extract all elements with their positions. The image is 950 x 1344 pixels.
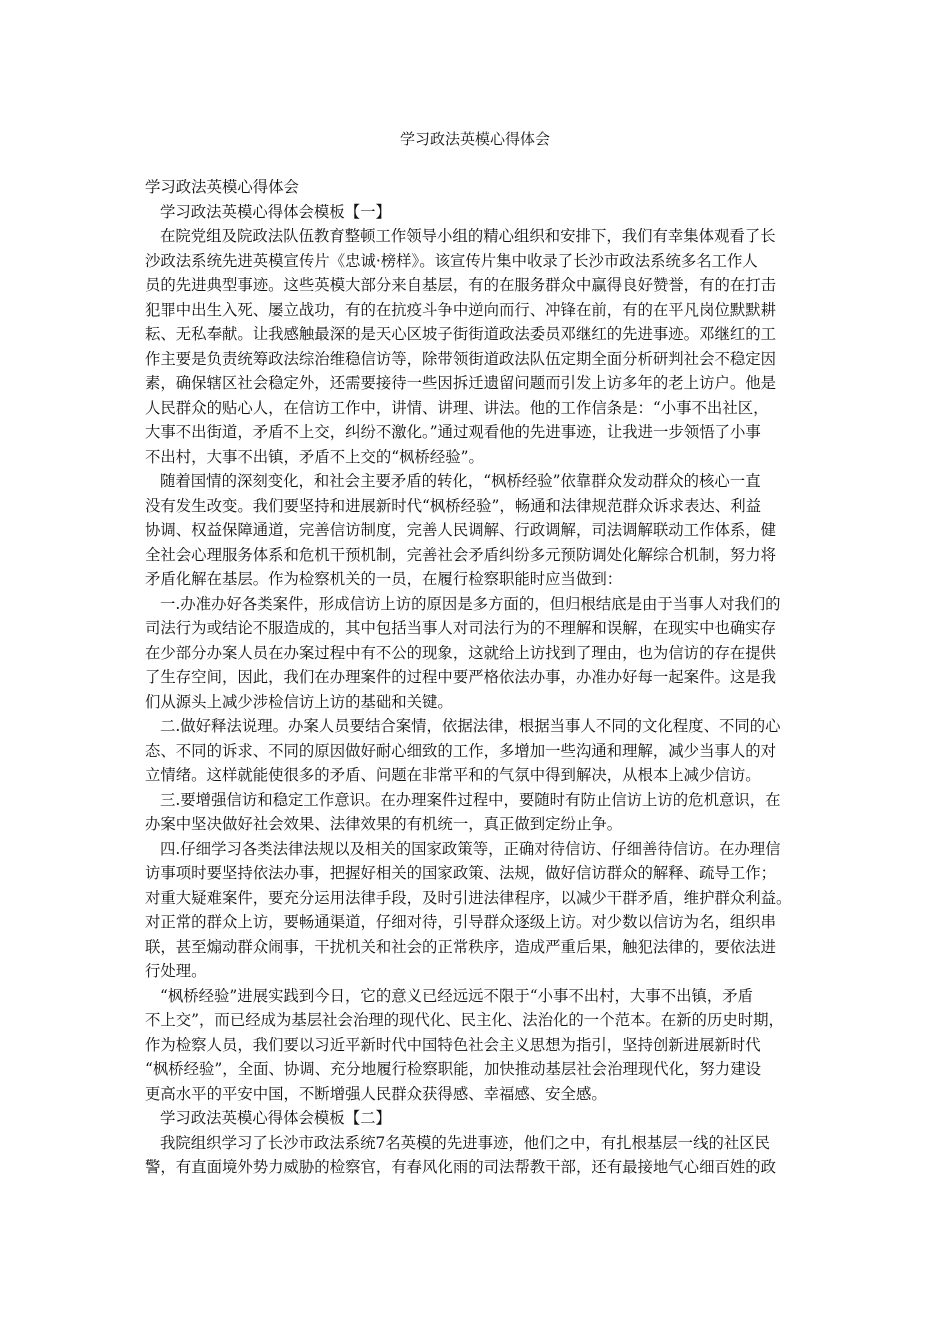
text-line: 不上交”，而已经成为基层社会治理的现代化、民主化、法治化的一个范本。在新的历史时期，: [145, 1011, 784, 1029]
text-line: 协调、权益保障通道，完善信访制度，完善人民调解、行政调解，司法调解联动工作体系，健: [145, 521, 777, 539]
text-line: 三.要增强信访和稳定工作意识。在办理案件过程中，要随时有防止信访上访的危机意识，在: [160, 790, 781, 809]
text-line: 作主要是负责统筹政法综治维稳信访等，除带领街道政法队伍定期全面分析研判社会不稳定因: [145, 349, 777, 368]
text-line: 们从源头上减少涉检信访上访的基础和关键。: [145, 692, 453, 711]
text-line: “枫桥经验”进展实践到今日，它的意义已经远远不限于“小事不出村，大事不出镇，矛盾: [160, 986, 754, 1005]
text-line: 对重大疑难案件，要充分运用法律手段，及时引进法律程序，以减少干群矛盾，维护群众利益。: [145, 888, 792, 907]
text-line: 犯罪中出生入死、屡立战功，有的在抗疫斗争中逆向而行、冲锋在前，有的在平凡岗位默默耕: [145, 300, 777, 319]
text-line: 矛盾化解在基层。作为检察机关的一员，在履行检察职能时应当做到：: [145, 570, 623, 588]
text-line: 立情绪。这样就能使很多的矛盾、问题在非常平和的气氛中得到解决，从根本上减少信访。: [145, 766, 761, 784]
document-body: [145, 175, 805, 1180]
text-line: 学习政法英模心得体会模板【二】: [160, 1109, 391, 1127]
text-line: 全社会心理服务体系和危机干预机制，完善社会矛盾纠纷多元预防调处化解综合机制，努力将: [145, 545, 777, 564]
text-line: 沙政法系统先进英模宣传片《忠诚·榜样》。该宣传片集中收录了长沙市政法系统多名工作人: [145, 251, 758, 270]
text-line: 没有发生改变。我们要坚持和进展新时代“枫桥经验”，畅通和法律规范群众诉求表达、利益: [145, 496, 761, 515]
text-line: 司法行为或结论不服造成的，其中包括当事人对司法行为的不理解和误解，在现实中也确实存: [145, 619, 777, 637]
text-line: 耘、无私奉献。让我感触最深的是天心区坡子街街道政法委员邓继红的先进事迹。邓继红的工: [145, 325, 777, 343]
text-line: 素，确保辖区社会稳定外，还需要接待一些因拆迁遗留问题而引发上访多年的老上访户。他是: [145, 374, 777, 392]
text-line: 在少部分办案人员在办案过程中有不公的现象，这就给上访找到了理由，也为信访的存在提供: [145, 643, 777, 662]
text-line: 二.做好释法说理。办案人员要结合案情，依据法律，根据当事人不同的文化程度、不同的心: [160, 717, 781, 735]
text-line: 学习政法英模心得体会: [145, 178, 299, 196]
text-line: 一.办准办好各类案件，形成信访上访的原因是多方面的，但归根结底是由于当事人对我们的: [160, 594, 781, 613]
text-line: 态、不同的诉求、不同的原因做好耐心细致的工作，多增加一些沟通和理解，减少当事人的对: [145, 741, 777, 760]
text-line: 办案中坚决做好社会效果、法律效果的有机统一，真正做到定纷止争。: [145, 815, 623, 833]
text-line: 随着国情的深刻变化，和社会主要矛盾的转化，“枫桥经验”依靠群众发动群众的核心一直: [160, 472, 761, 490]
text-line: “枫桥经验”，全面、协调、充分地履行检察职能，加快推动基层社会治理现代化，努力建设: [145, 1060, 761, 1078]
text-line: 访事项时要坚持依法办事，把握好相关的国家政策、法规，做好信访群众的解释、疏导工作；: [145, 864, 777, 882]
text-line: 了生存空间，因此，我们在办理案件的过程中要严格依法办事，办准办好每一起案件。这是我: [145, 668, 777, 686]
text-line: 员的先进典型事迹。这些英模大部分来自基层，有的在服务群众中赢得良好赞誉，有的在打击: [145, 276, 777, 294]
text-line: 联，甚至煽动群众闹事，干扰机关和社会的正常秩序，造成严重后果，触犯法律的，要依法进: [145, 937, 777, 956]
text-line: 大事不出街道，矛盾不上交，纠纷不激化。”通过观看他的先进事迹，让我进一步领悟了小事: [145, 423, 761, 441]
text-line: 行处理。: [145, 962, 207, 980]
text-line: 学习政法英模心得体会模板【一】: [160, 202, 391, 221]
text-line: 对正常的群众上访，要畅通渠道，仔细对待，引导群众逐级上访。对少数以信访为名，组织串: [145, 913, 777, 931]
text-line: 人民群众的贴心人，在信访工作中，讲情、讲理、讲法。他的工作信条是：“小事不出社区，: [145, 398, 769, 417]
text-line: 在院党组及院政法队伍教育整顿工作领导小组的精心组织和安排下，我们有幸集体观看了长: [160, 227, 776, 245]
text-line: 不出村，大事不出镇，矛盾不上交的“枫桥经验”。: [145, 447, 484, 466]
text-line: 作为检察人员，我们要以习近平新时代中国特色社会主义思想为指引，坚持创新进展新时代: [145, 1035, 761, 1054]
text-line: 更高水平的平安中国，不断增强人民群众获得感、幸福感、安全感。: [145, 1084, 607, 1103]
document-title: 学习政法英模心得体会: [399, 130, 550, 148]
text-line: 四.仔细学习各类法律法规以及相关的国家政策等，正确对待信访、仔细善待信访。在办理信: [160, 839, 781, 858]
text-line: 我院组织学习了长沙市政法系统7名英模的先进事迹，他们之中，有扎根基层一线的社区民: [160, 1133, 771, 1152]
text-line: 警，有直面境外势力威胁的检察官，有春风化雨的司法帮教干部，还有最接地气心细百姓的政: [145, 1158, 777, 1176]
